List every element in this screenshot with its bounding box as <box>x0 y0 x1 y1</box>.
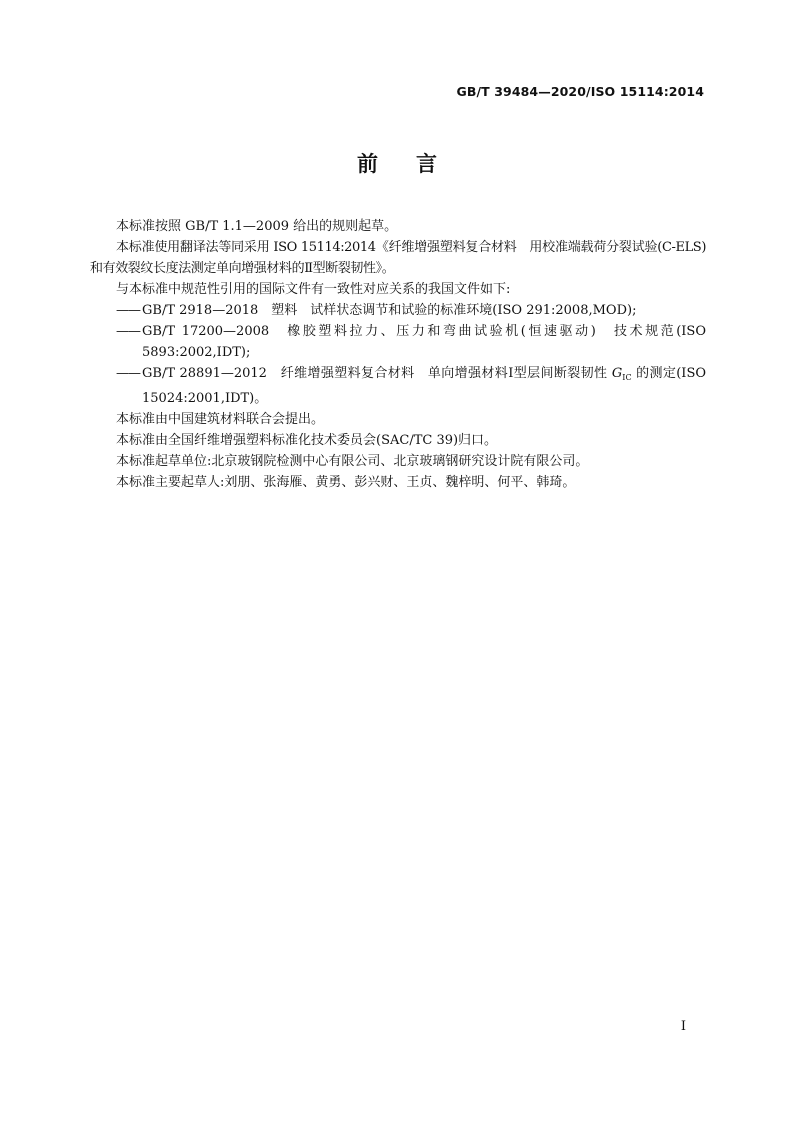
dash-marker: —— <box>116 303 140 318</box>
dash-marker: —— <box>116 366 140 381</box>
reference-text: GB/T 2918—2018 塑料 试样状态调节和试验的标准环境(ISO 291:2008,MOD); <box>142 303 637 318</box>
page-title: 前言 <box>357 152 475 176</box>
reference-item <box>90 363 706 409</box>
committee-paragraph: 本标准由全国纤维增强塑料标准化技术委员会(SAC/TC 39)归口。 <box>116 433 498 448</box>
drafting-rules-paragraph: 本标准按照 GB/T 1.1—2009 给出的规则起草。 <box>116 219 398 234</box>
standard-code: GB/T 39484—2020/ISO 15114:2014 <box>456 84 704 99</box>
reference-text: GB/T 28891—2012 纤维增强塑料复合材料 单向增强材料Ⅰ型层间断裂韧性 <box>142 366 612 381</box>
foreword-body <box>90 216 706 493</box>
dash-marker: —— <box>116 324 140 339</box>
references-intro-paragraph: 与本标准中规范性引用的国际文件有一致性对应关系的我国文件如下: <box>116 282 511 297</box>
proposer-paragraph: 本标准由中国建筑材料联合会提出。 <box>116 412 325 427</box>
page-number: I <box>680 1019 686 1034</box>
reference-text-end: 的测定(ISO 15024:2001,IDT)。 <box>142 366 707 406</box>
drafting-units-paragraph: 本标准起草单位:北京玻钢院检测中心有限公司、北京玻璃钢研究设计院有限公司。 <box>116 454 589 469</box>
reference-text: GB/T 17200—2008 橡胶塑料拉力、压力和弯曲试验机(恒速驱动) 技术规范(ISO 5893:2002,IDT); <box>142 324 706 360</box>
drafters-paragraph: 本标准主要起草人:刘朋、张海雁、黄勇、彭兴财、王贞、魏梓明、何平、韩琦。 <box>116 475 576 490</box>
reference-item <box>90 300 706 321</box>
g-ic-subscript: IC <box>622 373 632 382</box>
reference-item <box>90 321 706 363</box>
adoption-paragraph: 本标准使用翻译法等同采用 ISO 15114:2014《纤维增强塑料复合材料 用校准端载荷分裂试验(C-ELS)和有效裂纹长度法测定单向增强材料的Ⅱ型断裂韧性》。 <box>90 240 706 276</box>
g-ic-symbol: G <box>611 366 623 381</box>
